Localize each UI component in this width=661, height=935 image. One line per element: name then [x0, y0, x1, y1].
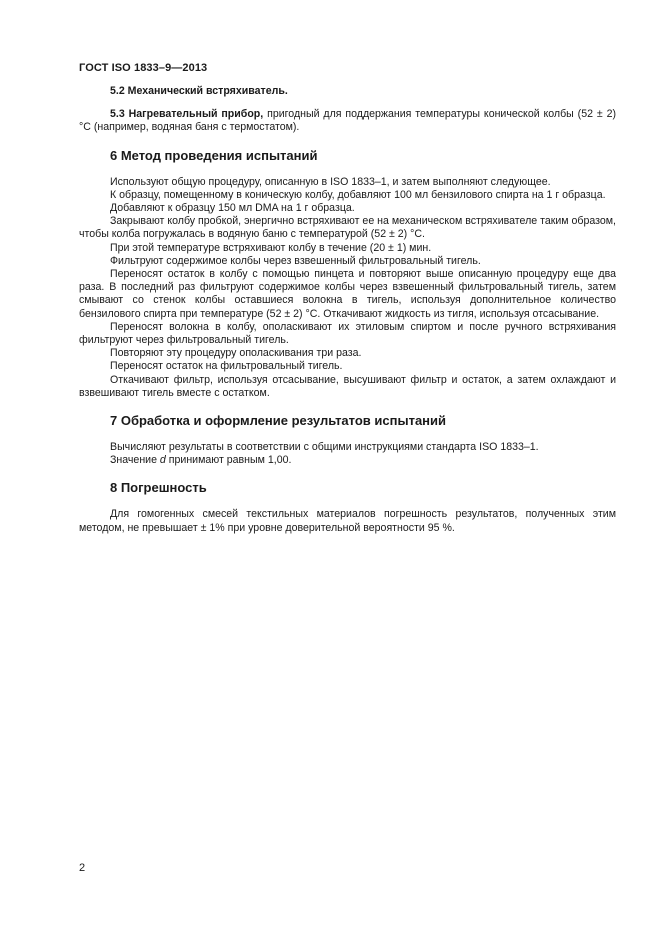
section-6-paragraph: Закрывают колбу пробкой, энергично встряхивают ее на механическом встряхивателе таким образом, чтобы колба погружалась в водяную баню с температурой (52 ± 2) °С.: [79, 215, 616, 241]
section-8-heading: 8 Погрешность: [110, 480, 207, 496]
section-6-paragraph: Переносят остаток в колбу с помощью пинцета и повторяют выше описанную процедуру еще два раза. В последний раз фильтруют содержимое колбы через взвешенный фильтровальный тигель, затем смывают со стенок колбы оставшиеся волокна в тигель, используя дополнительное количество бензилового спирта при температуре (52 ± 2) °С. Откачивают жидкость из тигля, используя отсасывание.: [79, 268, 616, 320]
section-6-paragraph: При этой температуре встряхивают колбу в течение (20 ± 1) мин.: [110, 241, 432, 254]
running-header: ГОСТ ISO 1833–9—2013: [79, 62, 208, 74]
section-6-paragraph: Используют общую процедуру, описанную в ISO 1833–1, и затем выполняют следующее.: [110, 175, 551, 188]
section-6-paragraph: Откачивают фильтр, используя отсасывание, высушивают фильтр и остаток, а затем охлаждают и взвешивают тигель вместе с остатком.: [79, 373, 616, 399]
section-6-paragraph: Фильтруют содержимое колбы через взвешенный фильтровальный тигель.: [110, 254, 481, 267]
section-6-paragraph: Повторяют эту процедуру ополаскивания три раза.: [110, 347, 362, 360]
section-8-paragraph: Для гомогенных смесей текстильных материалов погрешность результатов, полученных этим методом, не превышает ± 1% при уровне доверительной вероятности 95 %.: [79, 508, 616, 534]
clause-5-3: [79, 108, 616, 134]
clause-5-3-term: Нагревательный прибор,: [128, 108, 264, 121]
section-6-paragraph: Переносят остаток на фильтровальный тигель.: [110, 360, 343, 373]
section-6-paragraph: Переносят волокна в колбу, ополаскивают их этиловым спиртом и после ручного встряхивания фильтруют через фильтровальный тигель.: [79, 320, 616, 347]
clause-5-2: 5.2 Механический встряхиватель.: [110, 85, 288, 97]
section-7-text: Значение: [110, 454, 160, 467]
document-body: [79, 85, 616, 535]
section-7-text: принимают равным 1,00.: [165, 454, 292, 467]
section-6-paragraph: Добавляют к образцу 150 мл DMA на 1 г образца.: [110, 202, 355, 215]
symbol-d: d: [159, 454, 166, 467]
section-7-heading: 7 Обработка и оформление результатов испытаний: [110, 413, 447, 429]
page-number: 2: [79, 862, 86, 874]
section-6-heading: 6 Метод проведения испытаний: [110, 147, 318, 163]
section-6-paragraph: К образцу, помещенному в коническую колбу, добавляют 100 мл бензилового спирта на 1 г образца.: [110, 188, 606, 201]
section-7-paragraph: [79, 454, 616, 467]
clause-5-3-number: 5.3: [110, 108, 125, 121]
section-7-paragraph: Вычисляют результаты в соответствии с общими инструкциями стандарта ISO 1833–1.: [110, 441, 539, 454]
clause-5-3-text: пригодный для поддержания температуры конической колбы (52 ± 2) °С (например, водяная баня с термостатом).: [79, 108, 617, 134]
